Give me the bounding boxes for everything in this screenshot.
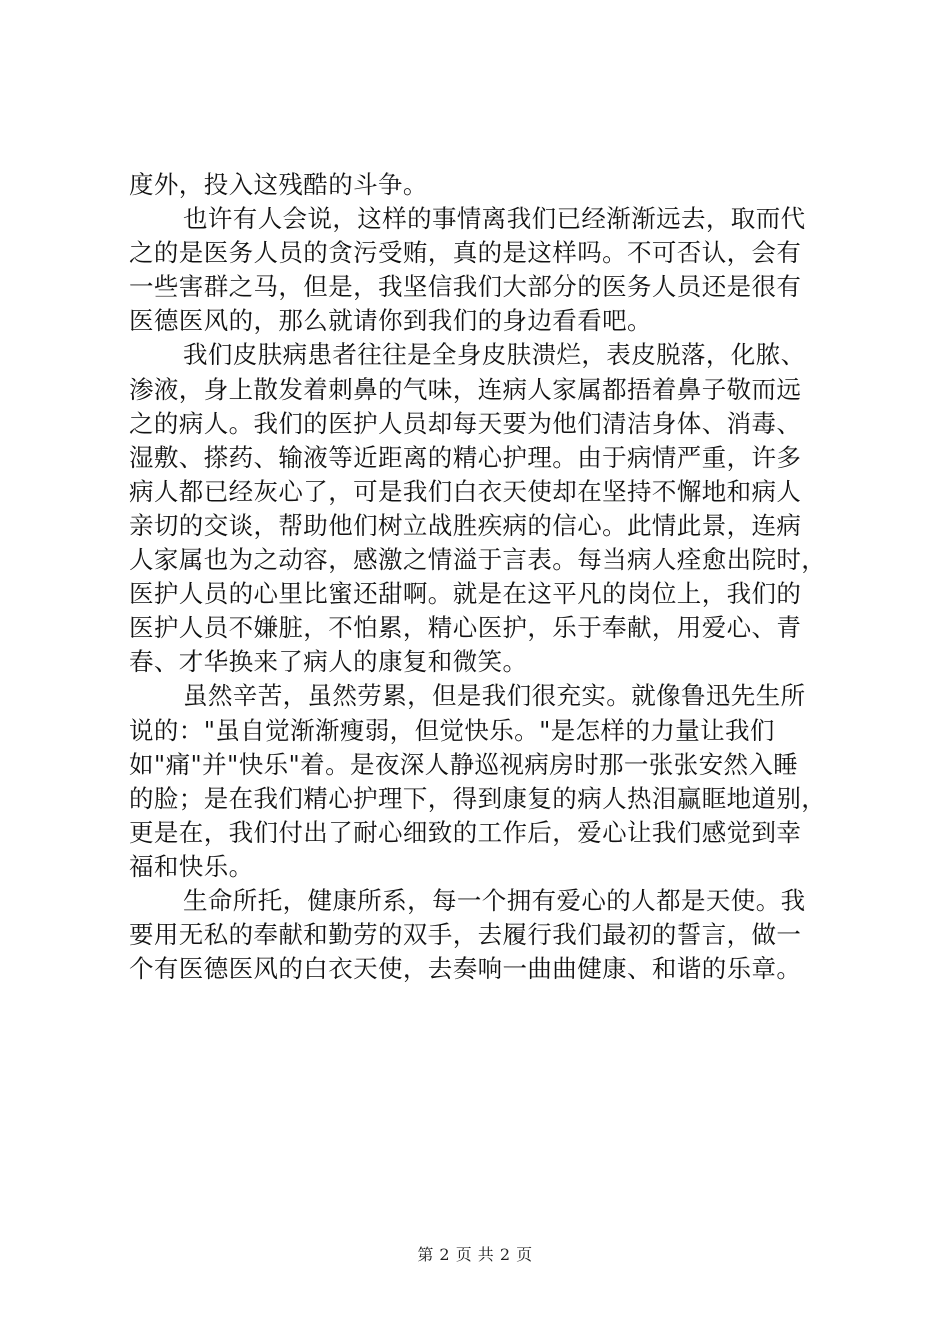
page-number-label: 第 2 页 共 2 页 [417, 1245, 533, 1264]
text-line: 渗液，身上散发着刺鼻的气味，连病人家属都捂着鼻子敬而远 [129, 374, 802, 404]
text-line: 我们皮肤病患者往往是全身皮肤溃烂，表皮脱落，化脓、 [183, 340, 806, 370]
text-line: 春、才华换来了病人的康复和微笑。 [129, 647, 528, 677]
text-line: 生命所托，健康所系，每一个拥有爱心的人都是天使。我 [183, 885, 806, 915]
text-line: 一些害群之马，但是，我坚信我们大部分的医务人员还是很有 [129, 272, 802, 302]
text-line: 医护人员不嫌脏，不怕累，精心医护，乐于奉献，用爱心、青 [129, 613, 802, 643]
text-line: 湿敷、搽药、输液等近距离的精心护理。由于病情严重，许多 [129, 442, 802, 472]
text-line: 的脸；是在我们精心护理下，得到康复的病人热泪赢眶地道别， [129, 783, 827, 813]
text-line: 要用无私的奉献和勤劳的双手，去履行我们最初的誓言，做一 [129, 920, 802, 950]
text-line: 医护人员的心里比蜜还甜啊。就是在这平凡的岗位上，我们的 [129, 579, 802, 609]
text-line: 度外，投入这残酷的斗争。 [129, 170, 428, 199]
text-line: 亲切的交谈，帮助他们树立战胜疾病的信心。此情此景，连病 [129, 510, 802, 540]
text-line: 虽然辛苦，虽然劳累，但是我们很充实。就像鲁迅先生所 [183, 681, 806, 711]
text-line: 更是在，我们付出了耐心细致的工作后，爱心让我们感觉到幸 [129, 817, 802, 847]
text-line: 福和快乐。 [129, 851, 254, 881]
text-line: 说的："虽自觉渐渐瘦弱，但觉快乐。"是怎样的力量让我们 [129, 715, 775, 745]
text-line: 医德医风的，那么就请你到我们的身边看看吧。 [129, 306, 652, 336]
text-line: 如"痛"并"快乐"着。是夜深人静巡视病房时那一张张安然入睡 [129, 749, 799, 779]
text-line: 人家属也为之动容，感激之情溢于言表。每当病人痊愈出院时， [129, 545, 827, 575]
text-line: 之的病人。我们的医护人员却每天要为他们清洁身体、消毒、 [129, 408, 802, 438]
text-line: 病人都已经灰心了，可是我们白衣天使却在坚持不懈地和病人 [129, 476, 802, 506]
page-footer [0, 1244, 950, 1266]
text-line: 之的是医务人员的贪污受贿，真的是这样吗。不可否认，会有 [129, 238, 802, 268]
text-line: 也许有人会说，这样的事情离我们已经渐渐远去，取而代 [183, 204, 806, 234]
text-line: 个有医德医风的白衣天使，去奏响一曲曲健康、和谐的乐章。 [129, 954, 802, 984]
document-body [129, 168, 829, 986]
